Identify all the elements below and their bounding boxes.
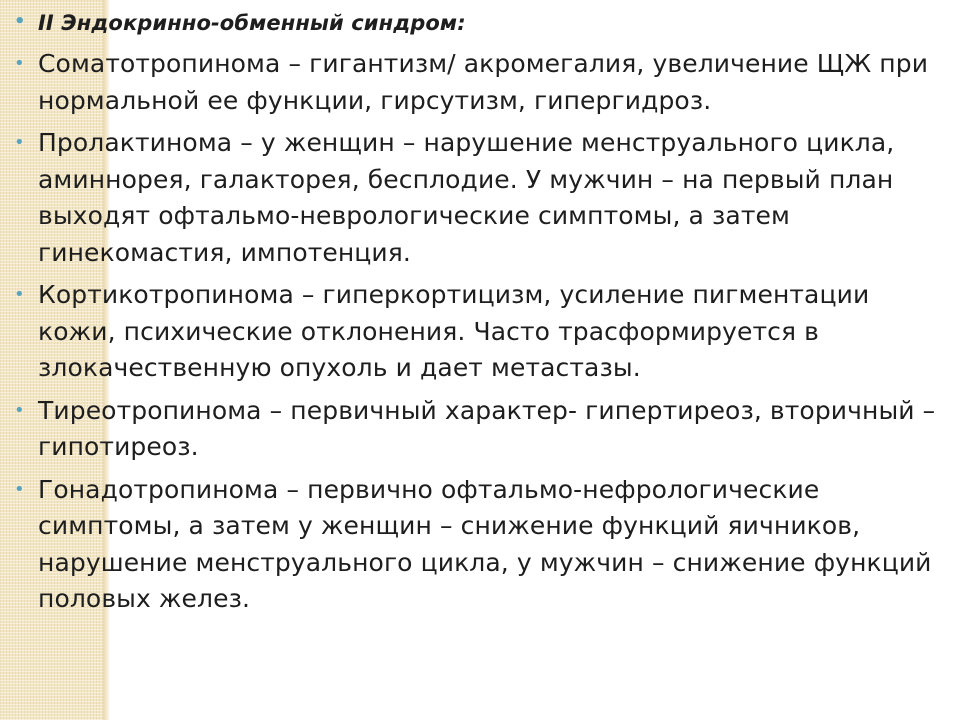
item-text: Соматотропинома – гигантизм/ акромегалия, увеличение ЩЖ при нормальной ее функции, гирсутизм, гипергидроз. bbox=[38, 49, 929, 115]
list-item bbox=[14, 277, 954, 387]
bullet-icon: • bbox=[14, 284, 25, 305]
heading-text: II Эндокринно-обменный синдром: bbox=[38, 11, 466, 35]
bullet-icon: • bbox=[14, 132, 25, 153]
bullet-icon: • bbox=[14, 399, 25, 421]
item-text: Кортикотропинома – гиперкортицизм, усиление пигментации кожи, психические отклонения. Часто трасформируется в злокачественную опухоль и дает метастазы. bbox=[38, 280, 870, 382]
item-text: Пролактинома – у женщин – нарушение менструального цикла, аминнорея, галакторея, бесплодие. У мужчин – на первый план выходят офтальмо-неврологические симптомы, а затем гинекомастия, импотенция. bbox=[38, 128, 895, 267]
bullet-icon: • bbox=[14, 478, 25, 500]
item-text: Гонадотропинома – первично офтальмо-нефрологические симптомы, а затем у женщин – снижение функций яичников, нарушение менструального цикла, у мужчин – снижение функций половых желез. bbox=[38, 474, 932, 613]
list-item-heading bbox=[14, 6, 954, 40]
list-item bbox=[14, 46, 954, 119]
bullet-icon: • bbox=[14, 53, 25, 74]
list-item bbox=[14, 125, 954, 271]
list-item bbox=[14, 472, 954, 618]
bullet-icon: • bbox=[14, 11, 26, 32]
item-text: Тиреотропинома – первичный характер- гипертиреоз, вторичный – гипотиреоз. bbox=[38, 395, 936, 461]
list-item bbox=[14, 393, 954, 466]
bullet-list bbox=[14, 6, 954, 624]
